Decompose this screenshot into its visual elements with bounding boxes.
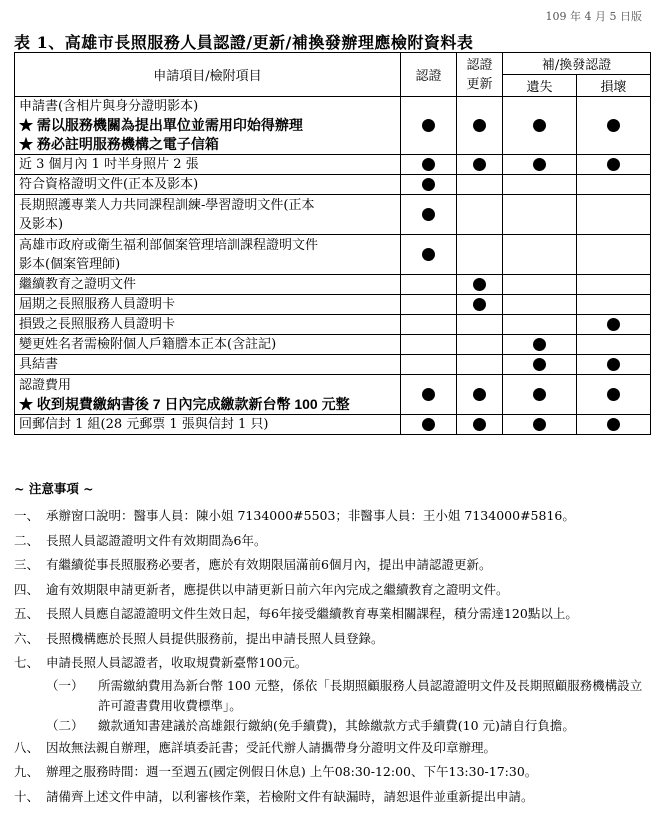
note-text: 長照機構應於長照人員提供服務前，提出申請長照人員登錄。 xyxy=(46,630,384,646)
filled-dot-icon xyxy=(422,248,435,261)
header-lost: 遺失 xyxy=(503,75,577,97)
mark-cell xyxy=(401,335,457,355)
header-update: 認證更新 xyxy=(457,53,503,97)
note-item xyxy=(14,736,654,761)
star-icon: ★ xyxy=(19,117,37,133)
mark-cell xyxy=(401,355,457,375)
mark-cell xyxy=(577,275,651,295)
item-cell xyxy=(15,155,401,175)
mark-cell xyxy=(577,295,651,315)
item-text: 符合資格證明文件(正本及影本) xyxy=(19,177,199,192)
mark-cell xyxy=(577,235,651,275)
table-row xyxy=(15,415,651,435)
page-title: 表 1、高雄市長照服務人員認證/更新/補換發辦理應檢附資料表 xyxy=(14,33,474,52)
note-number: 二、 xyxy=(14,532,40,548)
filled-dot-icon xyxy=(473,418,486,431)
note-text: 因故無法親自辦理，應詳填委託書；受託代辦人請攜帶身分證明文件及印章辦理。 xyxy=(46,739,497,755)
note-subitem-number: （二） xyxy=(46,717,84,733)
mark-cell xyxy=(401,275,457,295)
mark-cell xyxy=(503,335,577,355)
version-label: 109 年 4 月 5 日版 xyxy=(545,10,642,23)
table-row xyxy=(15,235,651,275)
item-text: 回郵信封 1 組(28 元郵票 1 張與信封 1 只) xyxy=(19,417,269,432)
note-text: 長照人員應自認證證明文件生效日起，每6年接受繼續教育專業相關課程，積分需達120點以上。 xyxy=(46,606,578,621)
table-row xyxy=(15,97,651,155)
filled-dot-icon xyxy=(533,338,546,351)
mark-cell xyxy=(401,195,457,235)
item-cell xyxy=(15,315,401,335)
note-subitem-number: （一） xyxy=(46,677,84,693)
note-number: 四、 xyxy=(14,581,40,597)
note-item xyxy=(14,627,654,652)
note-item xyxy=(14,578,654,603)
item-cell xyxy=(15,295,401,315)
header-cert: 認證 xyxy=(401,53,457,97)
filled-dot-icon xyxy=(533,119,546,132)
note-number: 八、 xyxy=(14,739,40,755)
filled-dot-icon xyxy=(473,119,486,132)
table-row xyxy=(15,155,651,175)
item-cell xyxy=(15,97,401,155)
item-cell xyxy=(15,235,401,275)
mark-cell xyxy=(503,235,577,275)
mark-cell xyxy=(457,375,503,415)
mark-cell xyxy=(577,315,651,335)
mark-cell xyxy=(503,97,577,155)
note-text: 辦理之服務時間：週一至週五(國定例假日休息) 上午08:30-12:00、下午13:30-17:30。 xyxy=(46,764,538,779)
filled-dot-icon xyxy=(473,388,486,401)
table-row xyxy=(15,275,651,295)
mark-cell xyxy=(503,275,577,295)
table-row xyxy=(15,175,651,195)
filled-dot-icon xyxy=(422,119,435,132)
header-damaged: 損壞 xyxy=(577,75,651,97)
note-text: 長照人員認證證明文件有效期間為6年。 xyxy=(46,532,267,548)
mark-cell xyxy=(577,175,651,195)
filled-dot-icon xyxy=(533,418,546,431)
item-cell xyxy=(15,375,401,415)
note-number: 九、 xyxy=(14,764,40,779)
item-note xyxy=(19,116,396,135)
note-number: 七、 xyxy=(14,655,40,670)
note-item xyxy=(14,785,654,810)
item-text: 申請書(含相片與身分證明影本) xyxy=(19,99,199,114)
item-text: 繼續教育之證明文件 xyxy=(19,277,137,292)
note-number: 三、 xyxy=(14,557,40,572)
table-row xyxy=(15,335,651,355)
item-text: 及影本) xyxy=(19,216,64,232)
mark-cell xyxy=(457,415,503,435)
filled-dot-icon xyxy=(607,388,620,401)
note-subitem xyxy=(14,676,654,716)
item-cell xyxy=(15,355,401,375)
mark-cell xyxy=(457,195,503,235)
mark-cell xyxy=(401,175,457,195)
note-number: 五、 xyxy=(14,606,40,621)
filled-dot-icon xyxy=(473,298,486,311)
filled-dot-icon xyxy=(607,119,620,132)
mark-cell xyxy=(401,375,457,415)
filled-dot-icon xyxy=(422,208,435,221)
item-cell xyxy=(15,335,401,355)
item-cell xyxy=(15,415,401,435)
mark-cell xyxy=(401,235,457,275)
item-text: 高雄市政府或衛生福利部個案管理培訓課程證明文件 xyxy=(19,237,319,253)
star-icon: ★ xyxy=(19,136,37,152)
mark-cell xyxy=(503,375,577,415)
mark-cell xyxy=(457,275,503,295)
mark-cell xyxy=(457,235,503,275)
item-text: 認證費用 xyxy=(19,377,72,393)
mark-cell xyxy=(401,315,457,335)
item-text: 損毀之長照服務人員證明卡 xyxy=(19,317,176,332)
note-text: 逾有效期限申請更新者，應提供以申請更新日前六年內完成之繼續教育之證明文件。 xyxy=(46,581,509,597)
filled-dot-icon xyxy=(607,158,620,171)
note-item xyxy=(14,651,654,676)
filled-dot-icon xyxy=(473,278,486,291)
note-item xyxy=(14,504,654,529)
item-text: 具結書 xyxy=(19,357,59,372)
mark-cell xyxy=(577,375,651,415)
mark-cell xyxy=(503,355,577,375)
table-row xyxy=(15,295,651,315)
header-reissue: 補/換發認證 xyxy=(503,53,651,75)
mark-cell xyxy=(401,415,457,435)
filled-dot-icon xyxy=(422,388,435,401)
table-row xyxy=(15,195,651,235)
filled-dot-icon xyxy=(607,358,620,371)
item-cell xyxy=(15,175,401,195)
item-note xyxy=(19,135,396,154)
mark-cell xyxy=(457,355,503,375)
item-text: 屆期之長照服務人員證明卡 xyxy=(19,297,176,312)
mark-cell xyxy=(457,295,503,315)
mark-cell xyxy=(503,415,577,435)
mark-cell xyxy=(503,295,577,315)
note-number: 十、 xyxy=(14,788,40,804)
item-text: 影本(個案管理師) xyxy=(19,256,121,272)
mark-cell xyxy=(503,315,577,335)
mark-cell xyxy=(401,97,457,155)
note-number: 六、 xyxy=(14,630,40,646)
item-text: 近 3 個月內 1 吋半身照片 2 張 xyxy=(19,157,199,172)
table-row xyxy=(15,355,651,375)
mark-cell xyxy=(577,97,651,155)
item-note-text: 需以服務機關為提出單位並需用印始得辦理 xyxy=(36,117,303,133)
mark-cell xyxy=(503,175,577,195)
star-icon: ★ xyxy=(19,395,37,412)
mark-cell xyxy=(457,175,503,195)
filled-dot-icon xyxy=(422,158,435,171)
note-subitem-text: 繳款通知書建議於高雄銀行繳納(免手續費)，其餘繳款方式手續費(10 元)請自行負擔。 xyxy=(98,717,575,733)
note-text: 請備齊上述文件申請，以利審核作業，若檢附文件有缺漏時，請恕退件並重新提出申請。 xyxy=(46,788,534,804)
filled-dot-icon xyxy=(533,358,546,371)
mark-cell xyxy=(401,295,457,315)
item-note xyxy=(19,395,396,414)
table-row xyxy=(15,315,651,335)
note-text: 申請長照人員認證者，收取規費新臺幣100元。 xyxy=(46,655,308,670)
mark-cell xyxy=(577,155,651,175)
notes-title: ~ 注意事項 ~ xyxy=(14,481,94,496)
note-text: 承辦窗口說明：醫事人員：陳小姐 7134000#5503；非醫事人員：王小姐 7134000#5816。 xyxy=(46,508,575,523)
filled-dot-icon xyxy=(422,178,435,191)
mark-cell xyxy=(457,335,503,355)
item-text: 變更姓名者需檢附個人戶籍謄本正本(含註記) xyxy=(19,337,277,352)
filled-dot-icon xyxy=(607,418,620,431)
mark-cell xyxy=(577,415,651,435)
filled-dot-icon xyxy=(422,418,435,431)
table-row xyxy=(15,375,651,415)
item-cell xyxy=(15,275,401,295)
mark-cell xyxy=(577,355,651,375)
note-item xyxy=(14,602,654,627)
filled-dot-icon xyxy=(607,318,620,331)
filled-dot-icon xyxy=(533,388,546,401)
note-subitem xyxy=(14,716,654,736)
item-text: 長期照護專業人力共同課程訓練-學習證明文件(正本 xyxy=(19,197,315,213)
note-text: 有繼續從事長照服務必要者，應於有效期限屆滿前6個月內，提出申請認證更新。 xyxy=(46,557,492,572)
note-item xyxy=(14,760,654,785)
note-number: 一、 xyxy=(14,508,40,523)
mark-cell xyxy=(503,155,577,175)
item-note-text: 務必註明服務機構之電子信箱 xyxy=(36,136,219,152)
note-item xyxy=(14,553,654,578)
filled-dot-icon xyxy=(533,158,546,171)
mark-cell xyxy=(457,315,503,335)
item-cell xyxy=(15,195,401,235)
item-note-text: 收到規費繳納書後 7 日內完成繳款新台幣 100 元整 xyxy=(36,395,350,412)
note-subitem-text: 所需繳納費用為新台幣 100 元整，係依「長期照顧服務人員認證證明文件及長期照顧服務機構設立許可證書費用收費標準」。 xyxy=(98,677,643,713)
mark-cell xyxy=(577,195,651,235)
mark-cell xyxy=(457,97,503,155)
note-item xyxy=(14,529,654,554)
mark-cell xyxy=(401,155,457,175)
filled-dot-icon xyxy=(473,158,486,171)
mark-cell xyxy=(457,155,503,175)
notes-section xyxy=(14,480,654,809)
requirements-table xyxy=(14,52,651,435)
header-item: 申請項目/檢附項目 xyxy=(15,53,401,97)
mark-cell xyxy=(503,195,577,235)
mark-cell xyxy=(577,335,651,355)
